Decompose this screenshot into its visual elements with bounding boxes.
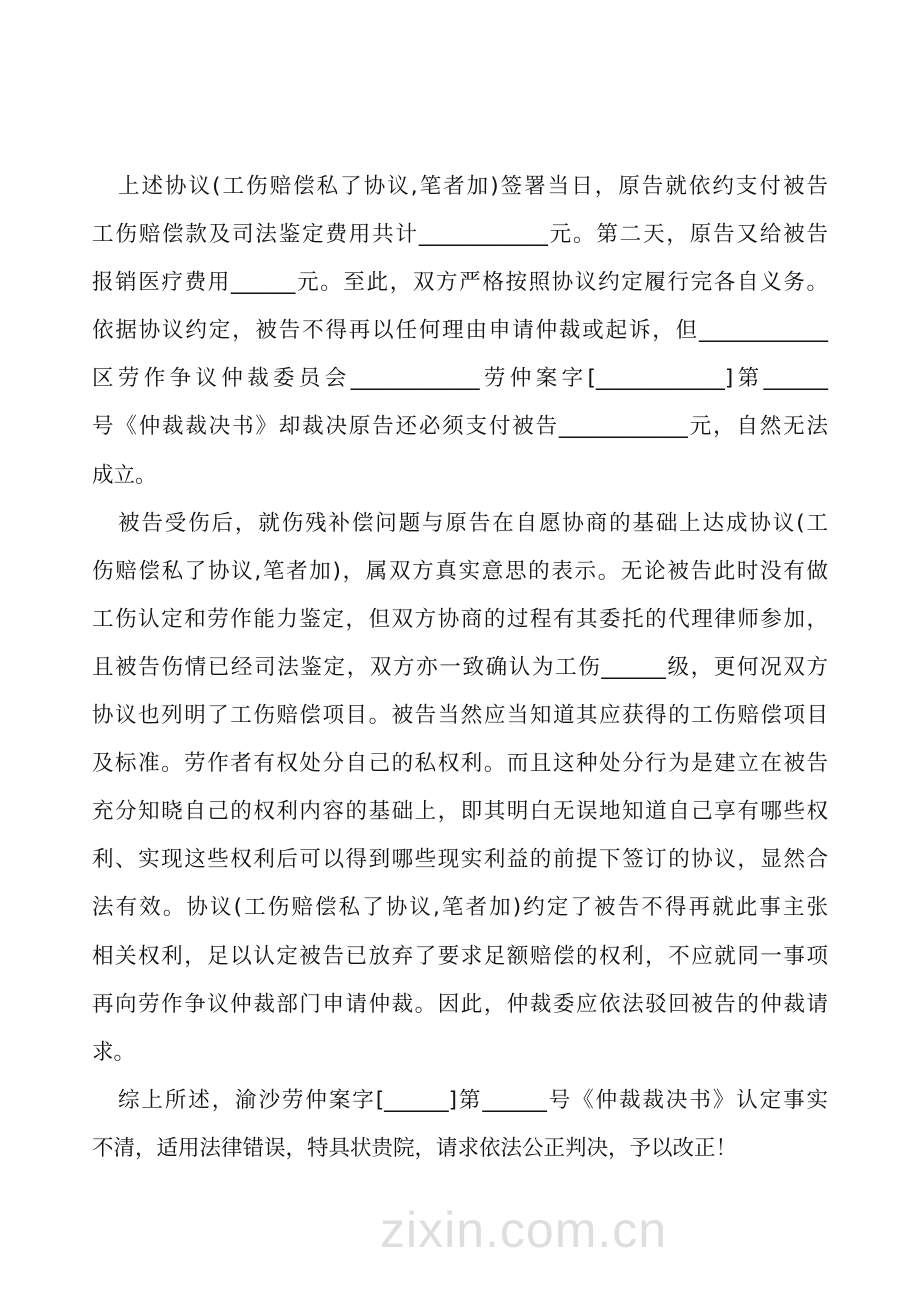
text-line: 伤赔偿私了协议,笔者加)，属双方真实意思的表示。无论被告此时没有做 xyxy=(92,558,828,584)
text-line: 工伤赔偿款及司法鉴定费用共计____________元。第二天，原告又给被告 xyxy=(92,222,828,248)
text-line: 法有效。协议(工伤赔偿私了协议,笔者加)约定了被告不得再就此事主张 xyxy=(92,895,828,921)
paragraph xyxy=(92,163,828,500)
text-line: 再向劳作争议仲裁部门申请仲裁。因此，仲裁委应依法驳回被告的仲裁请 xyxy=(92,991,828,1017)
document-body xyxy=(92,163,828,1173)
text-line: 且被告伤情已经司法鉴定，双方亦一致确认为工伤______级，更何况双方 xyxy=(92,654,828,680)
text-line: 综上所述，渝沙劳仲案字[______]第______号《仲裁裁决书》认定事实 xyxy=(118,1087,828,1113)
text-line: 求。 xyxy=(92,1039,136,1065)
text-line: 利、实现这些权利后可以得到哪些现实利益的前提下签订的协议，显然合 xyxy=(92,847,828,873)
text-line: 及标准。劳作者有权处分自己的私权利。而且这种处分行为是建立在被告 xyxy=(92,751,828,777)
text-line: 区劳作争议仲裁委员会____________劳仲案字[____________]第______ xyxy=(92,366,828,392)
paragraph xyxy=(92,1077,828,1173)
watermark: zixin.com.cn xyxy=(380,1202,668,1258)
text-line: 充分知晓自己的权利内容的基础上，即其明白无误地知道自己享有哪些权 xyxy=(92,799,828,825)
text-line: 号《仲裁裁决书》却裁决原告还必须支付被告____________元，自然无法 xyxy=(92,414,828,440)
text-line: 报销医疗费用______元。至此，双方严格按照协议约定履行完各自义务。 xyxy=(92,270,828,296)
text-line: 上述协议(工伤赔偿私了协议,笔者加)签署当日，原告就依约支付被告 xyxy=(118,174,828,199)
text-line: 依据协议约定，被告不得再以任何理由申请仲裁或起诉，但____________ xyxy=(92,318,828,344)
text-line: 协议也列明了工伤赔偿项目。被告当然应当知道其应获得的工伤赔偿项目 xyxy=(92,703,828,729)
text-line: 相关权利，足以认定被告已放弃了要求足额赔偿的权利，不应就同一事项 xyxy=(92,943,828,969)
text-line: 工伤认定和劳作能力鉴定，但双方协商的过程有其委托的代理律师参加， xyxy=(92,606,828,632)
text-line: 不清，适用法律错误，特具状贵院，请求依法公正判决，予以改正！ xyxy=(92,1135,738,1161)
text-line: 被告受伤后，就伤残补偿问题与原告在自愿协商的基础上达成协议(工 xyxy=(118,510,828,536)
paragraph xyxy=(92,500,828,1077)
text-line: 成立。 xyxy=(92,462,157,488)
